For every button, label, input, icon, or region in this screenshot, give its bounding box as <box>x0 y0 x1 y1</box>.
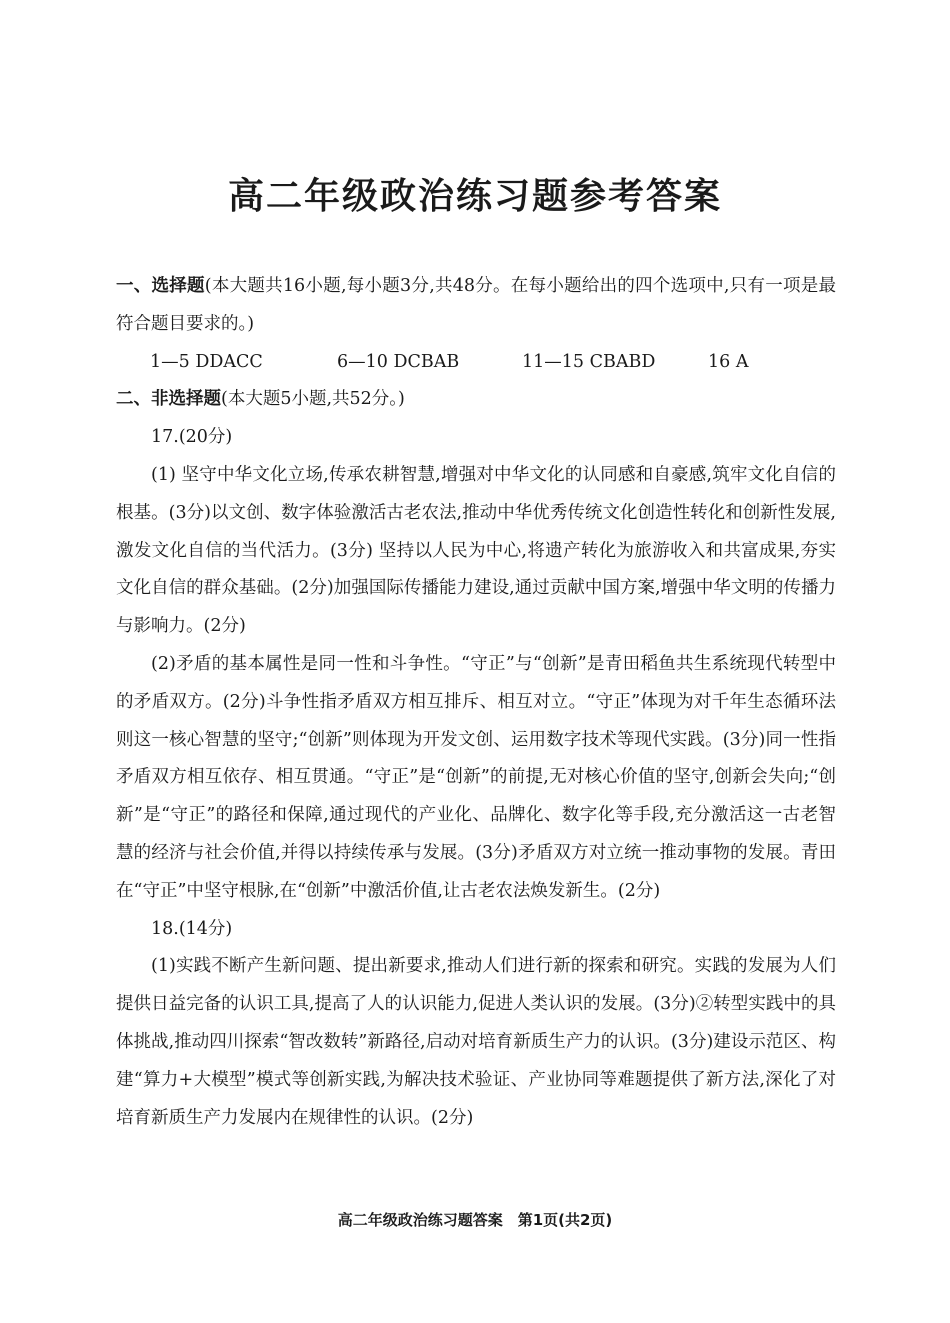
answer-group: 1—5 DDACC <box>150 351 263 372</box>
answer-group: 11—15 CBABD <box>522 351 656 372</box>
answer-content <box>116 268 836 1137</box>
q17-part1: (1) 坚守中华文化立场,传承农耕智慧,增强对中华文化的认同感和自豪感,筑牢文化自信的根基。(3分)以文创、数字体验激活古老农法,推动中华优秀传统文化创造性转化和创新性发展,激发文化自信的当代活力。(3分) 坚持以人民为中心,将遗产转化为旅游收入和共富成果,夯实文化自信的群众基础。(2分)加强国际传播能力建设,通过贡献中国方案,增强中华文明的传播力与影响力。(2分) <box>116 464 836 637</box>
choice-answers <box>116 344 836 382</box>
section1-intro <box>116 268 836 344</box>
page-footer: 高二年级政治练习题答案 第1页(共2页) <box>337 1211 613 1229</box>
answer-group: 6—10 DCBAB <box>337 351 460 372</box>
answer-group: 16 A <box>708 351 749 372</box>
section1-label: 一、选择题 <box>116 276 205 296</box>
section2-description: (本大题5小题,共52分。) <box>221 389 405 410</box>
q17-part2: (2)矛盾的基本属性是同一性和斗争性。“守正”与“创新”是青田稻鱼共生系统现代转型中的矛盾双方。(2分)斗争性指矛盾双方相互排斥、相互对立。“守正”体现为对千年生态循环法则这一核心智慧的坚守;“创新”则体现为开发文创、运用数字技术等现代实践。(3分)同一性指矛盾双方相互依存、相互贯通。“守正”是“创新”的前提,无对核心价值的坚守,创新会失向;“创新”是“守正”的路径和保障,通过现代的产业化、品牌化、数字化等手段,充分激活这一古老智慧的经济与社会价值,并得以持续传承与发展。(3分)矛盾双方对立统一推动事物的发展。青田在“守正”中坚守根脉,在“创新”中激活价值,让古老农法焕发新生。(2分) <box>116 653 836 901</box>
q18-part1: (1)实践不断产生新问题、提出新要求,推动人们进行新的探索和研究。实践的发展为人们提供日益完备的认识工具,提高了人的认识能力,促进人类认识的发展。(3分)②转型实践中的具体挑战,推动四川探索“智改数转”新路径,启动对培育新质生产力的认识。(3分)建设示范区、构建“算力+大模型”模式等创新实践,为解决技术验证、产业协同等难题提供了新方法,深化了对培育新质生产力发展内在规律性的认识。(2分) <box>116 956 836 1128</box>
section2-label: 二、非选择题 <box>116 389 221 410</box>
section1-description: (本大题共16小题,每小题3分,共48分。在每小题给出的四个选项中,只有一项是最符合题目要求的。) <box>116 276 837 334</box>
q17-heading: 17.(20分) <box>151 427 233 448</box>
section2-intro <box>116 381 836 419</box>
page-title: 高二年级政治练习题参考答案 <box>227 176 722 217</box>
q18-heading: 18.(14分) <box>151 918 233 939</box>
